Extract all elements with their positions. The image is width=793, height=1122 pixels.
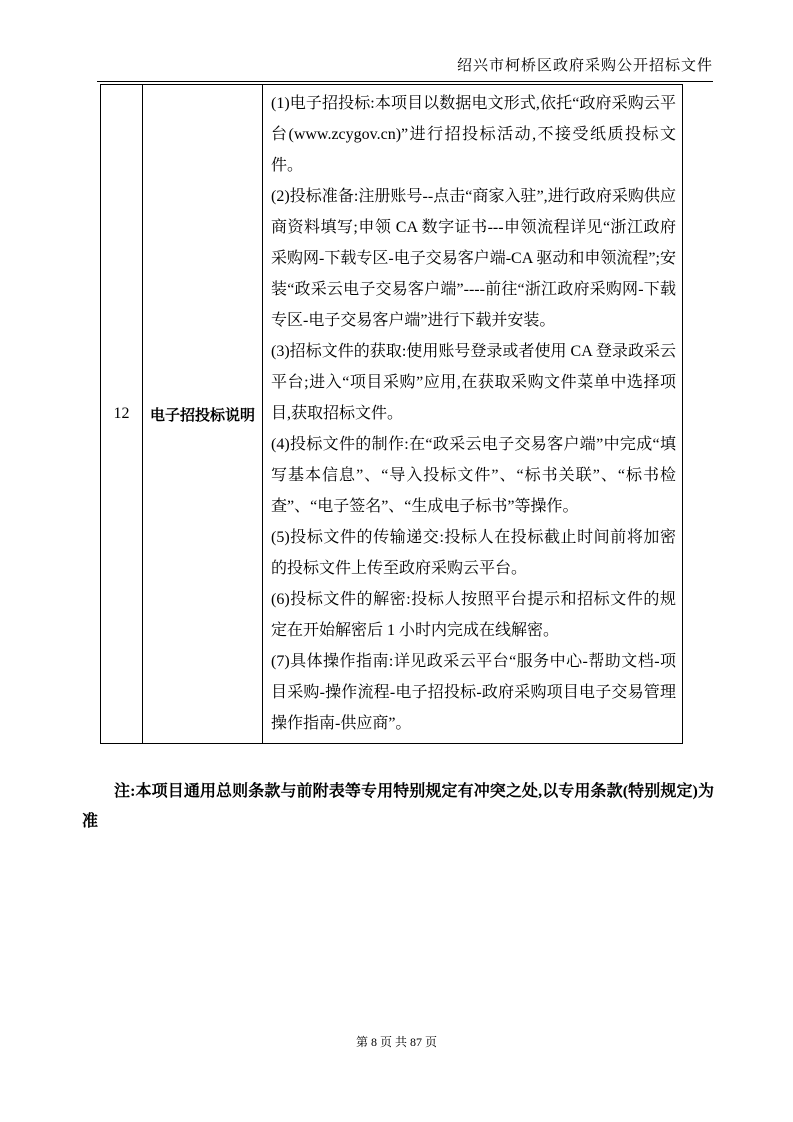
table-row [101, 85, 683, 744]
conflict-note: 注:本项目通用总则条款与前附表等专用特别规定有冲突之处,以专用条款(特别规定)为准 [82, 783, 714, 830]
row-title-cell: 电子招投标说明 [143, 85, 263, 744]
spec-paragraph-3: (3)招标文件的获取:使用账号登录或者使用 CA 登录政采云平台;进入“项目采购”应用,在获取采购文件菜单中选择项目,获取招标文件。 [271, 343, 676, 422]
spec-paragraph-6: (6)投标文件的解密:投标人按照平台提示和招标文件的规定在开始解密后 1 小时内完成在线解密。 [271, 591, 676, 639]
spec-paragraph-1: (1)电子招投标:本项目以数据电文形式,依托“政府采购云平台(www.zcygov.cn)”进行招投标活动,不接受纸质投标文件。 [271, 95, 676, 174]
spec-paragraph-2: (2)投标准备:注册账号--点击“商家入驻”,进行政府采购供应商资料填写;申领 CA 数字证书---申领流程详见“浙江政府采购网-下载专区-电子交易客户端-CA 驱动和申领流程”;安装“政采云电子交易客户端”----前往“浙江政府采购网-下载专区-电子交易客户端”进行下载并安装。 [271, 188, 676, 329]
row-content-cell [263, 85, 683, 744]
spec-paragraph-5: (5)投标文件的传输递交:投标人在投标截止时间前将加密的投标文件上传至政府采购云平台。 [271, 529, 676, 577]
row-number-cell: 12 [101, 85, 143, 744]
tender-spec-table [100, 84, 683, 744]
page-header-title: 绍兴市柯桥区政府采购公开招标文件 [97, 57, 713, 82]
spec-paragraph-4: (4)投标文件的制作:在“政采云电子交易客户端”中完成“填写基本信息”、“导入投标文件”、“标书关联”、“标书检查”、“电子签名”、“生成电子标书”等操作。 [271, 436, 676, 515]
page-number: 第 8 页 共 87 页 [355, 1035, 437, 1049]
spec-paragraph-7: (7)具体操作指南:详见政采云平台“服务中心-帮助文档-项目采购-操作流程-电子招投标-政府采购项目电子交易管理操作指南-供应商”。 [271, 653, 676, 732]
